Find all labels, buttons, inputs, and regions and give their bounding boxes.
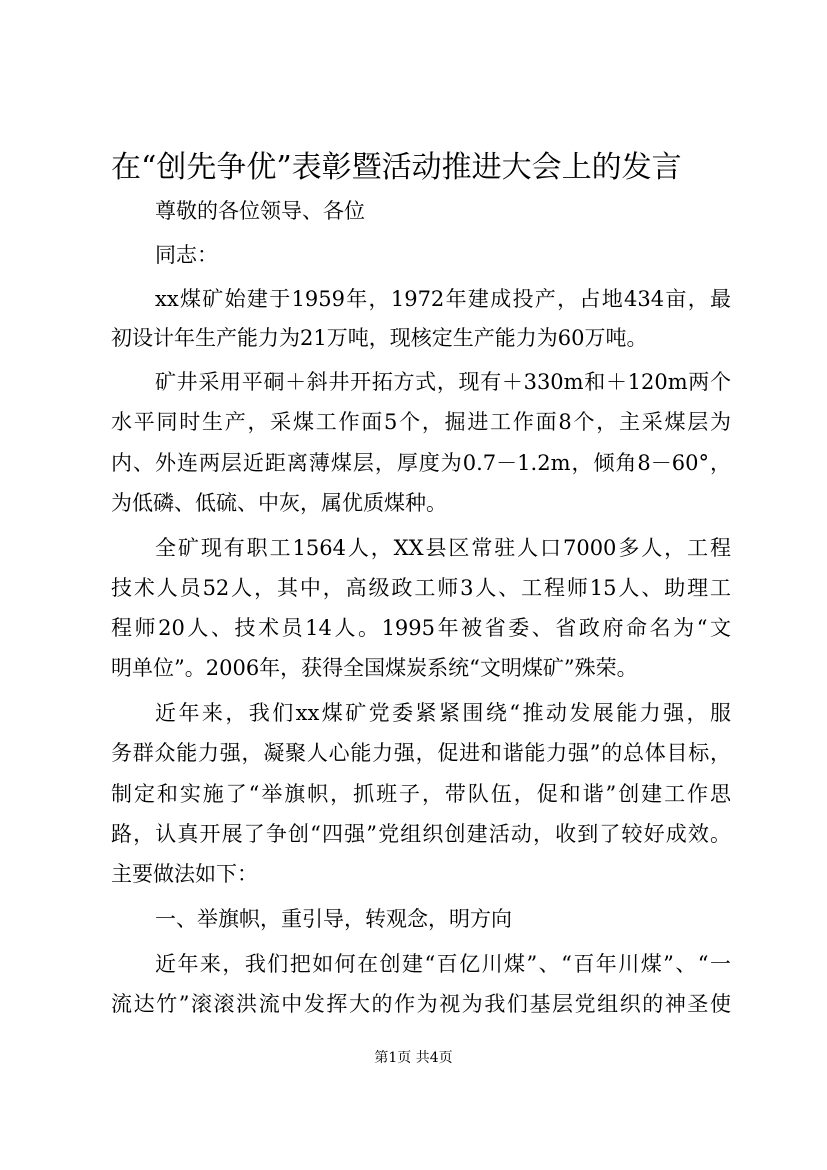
paragraph-line: 技术人员52人，其中，高级政工师3人、工程师15人、助理工: [111, 576, 731, 600]
section-heading: 一、举旗帜，重引导，转观念，明方向: [155, 907, 512, 931]
paragraph-line: 全矿现有职工1564人，XX县区常驻人口7000多人，工程: [155, 536, 731, 560]
paragraph-line: 为低磷、低硫、中灰，属优质煤种。: [111, 491, 447, 515]
paragraph-line: 内、外连两层近距离薄煤层，厚度为0.7－1.2m，倾角8－60°，: [111, 451, 731, 475]
paragraph-line: 初设计年生产能力为21万吨，现核定生产能力为60万吨。: [111, 326, 648, 350]
paragraph-line: 务群众能力强，凝聚人心能力强，促进和谐能力强”的总体目标，: [111, 741, 731, 765]
paragraph-line: 水平同时生产，采煤工作面5个，掘进工作面8个，主采煤层为: [111, 410, 731, 434]
paragraph-line: 矿井采用平硐＋斜井开拓方式，现有＋330m和＋120m两个: [155, 370, 731, 394]
paragraph-line: xx煤矿始建于1959年，1972年建成投产，占地434亩，最: [155, 287, 731, 311]
paragraph-line: 制定和实施了“举旗帜，抓班子，带队伍，促和谐”创建工作思: [111, 782, 731, 806]
paragraph-line: 近年来，我们把如何在创建“百亿川煤”、“百年川煤”、“一: [155, 952, 731, 976]
paragraph-line: 明单位”。2006年，获得全国煤炭系统“文明煤矿”殊荣。: [111, 656, 638, 680]
paragraph-line: 近年来，我们xx煤矿党委紧紧围绕“推动发展能力强，服: [155, 701, 731, 725]
paragraph-line: 主要做法如下：: [111, 862, 258, 886]
page-number-footer: 第1页 共4页: [374, 1050, 453, 1066]
paragraph-line: 尊敬的各位领导、各位: [155, 199, 365, 223]
document-title: 在“创先争优”表彰暨活动推进大会上的发言: [111, 150, 682, 185]
paragraph-line: 同志：: [155, 243, 218, 267]
paragraph-line: 程师20人、技术员14人。1995年被省委、省政府命名为“文: [111, 616, 731, 640]
paragraph-line: 路，认真开展了争创“四强”党组织创建活动，收到了较好成效。: [111, 822, 731, 846]
paragraph-line: 流达竹”滚滚洪流中发挥大的作为视为我们基层党组织的神圣使: [111, 992, 731, 1016]
